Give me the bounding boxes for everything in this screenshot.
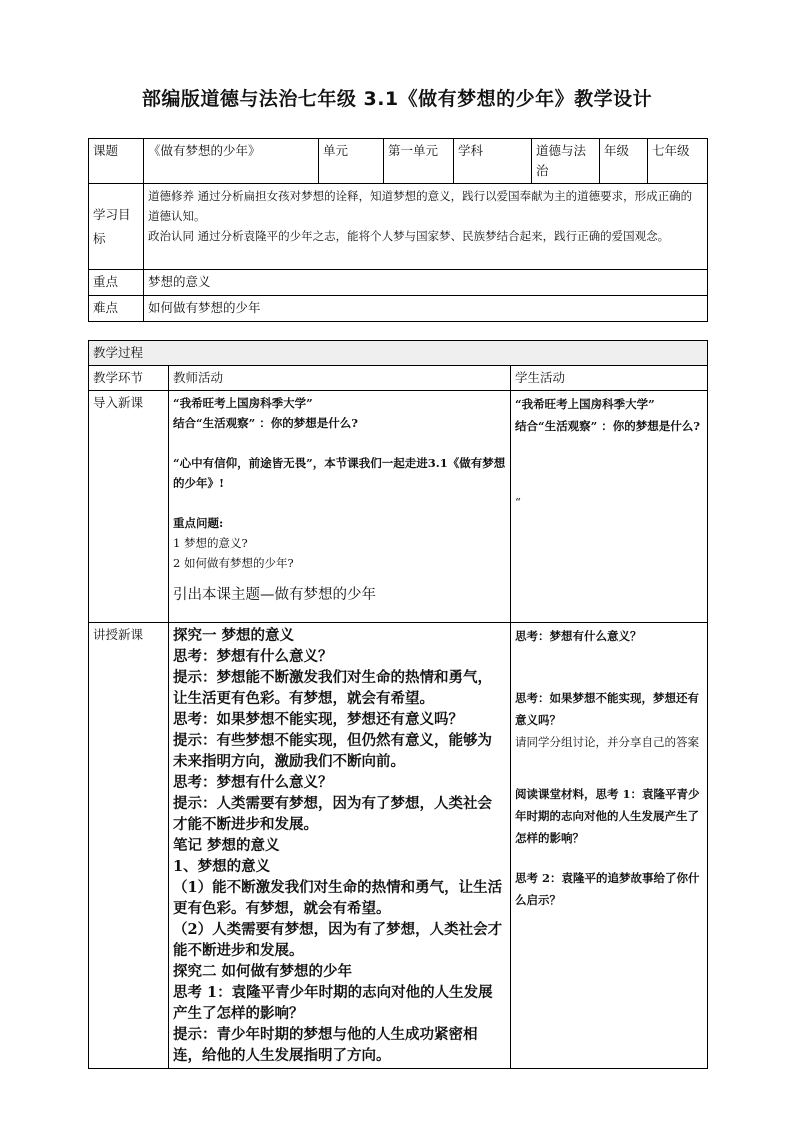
- key-label: 重点: [89, 270, 144, 296]
- goal-line-morality: 道德修养 通过分析扁担女孩对梦想的诠释，知道梦想的意义，践行以爱国奉献为主的道德要求，形成正确的道德认知。: [148, 189, 693, 223]
- intro-teacher-line: 1 梦想的意义?: [173, 536, 248, 550]
- subject-label: 学科: [454, 139, 532, 184]
- lecture-teacher-line: 提示：有些梦想不能实现，但仍然有意义，能够为未来指明方向，激励我们不断向前。: [173, 732, 492, 770]
- col-student-header: 学生活动: [511, 366, 708, 391]
- intro-stage: 导入新课: [89, 391, 169, 623]
- intro-student-line: “: [515, 495, 521, 509]
- lecture-teacher-line: 思考：如果梦想不能实现，梦想还有意义吗？: [173, 711, 463, 728]
- lecture-student-line: 思考：如果梦想不能实现，梦想还有意义吗？: [515, 691, 699, 727]
- key-value: 梦想的意义: [144, 270, 708, 296]
- document-title: 部编版道德与法治七年级 3.1《做有梦想的少年》教学设计: [141, 88, 653, 110]
- intro-teacher-line: 引出本课主题—做有梦想的少年: [173, 587, 376, 603]
- lecture-teacher-line: 提示：青少年时期的梦想与他的人生成功紧密相连，给他的人生发展指明了方向。: [173, 1026, 478, 1064]
- intro-teacher-activity: [169, 391, 511, 623]
- intro-teacher-line: “心中有信仰，前途皆无畏”，本节课我们一起走进3.1《做有梦想的少年》!: [173, 456, 506, 490]
- lecture-teacher-line: 思考：梦想有什么意义？: [173, 648, 333, 665]
- lecture-teacher-line: 笔记 梦想的意义: [173, 837, 280, 854]
- process-header: 教学过程: [89, 341, 708, 366]
- intro-teacher-line: “我希旺考上国房科季大学”: [173, 396, 313, 410]
- lecture-teacher-line: 1、梦想的意义: [173, 858, 271, 875]
- lecture-teacher-line: 思考 1：袁隆平青少年时期的志向对他的人生发展产生了怎样的影响？: [173, 984, 493, 1022]
- lecture-student-line: 请同学分组讨论，并分享自己的答案: [515, 735, 699, 749]
- lecture-teacher-line: 思考：梦想有什么意义？: [173, 774, 333, 791]
- grade-value: 七年级: [648, 139, 708, 184]
- lecture-teacher-line: 探究一 梦想的意义: [173, 627, 295, 644]
- course-value: 《做有梦想的少年》: [144, 139, 319, 184]
- intro-student-activity: [511, 391, 708, 623]
- lecture-student-activity: [511, 623, 708, 1069]
- lecture-teacher-activity: [169, 623, 511, 1069]
- intro-teacher-line: 重点问题:: [173, 516, 224, 530]
- lecture-teacher-line: （1）能不断激发我们对生命的热情和勇气，让生活更有色彩。有梦想，就会有希望。: [173, 879, 503, 917]
- lecture-teacher-line: 提示：梦想能不断激发我们对生命的热情和勇气，让生活更有色彩。有梦想，就会有希望。: [173, 669, 492, 707]
- lesson-info-table: [88, 138, 708, 322]
- col-stage-header: 教学环节: [89, 366, 169, 391]
- goal-label: 学习目标: [89, 184, 144, 270]
- lecture-teacher-line: 探究二 如何做有梦想的少年: [173, 963, 353, 980]
- intro-teacher-line: 2 如何做有梦想的少年?: [173, 556, 294, 570]
- intro-teacher-line: 结合“生活观察” ：你的梦想是什么?: [173, 416, 358, 430]
- goal-content: [144, 184, 708, 270]
- unit-value: 第一单元: [384, 139, 454, 184]
- difficulty-value: 如何做有梦想的少年: [144, 296, 708, 322]
- lecture-teacher-line: （2）人类需要有梦想，因为有了梦想，人类社会才能不断进步和发展。: [173, 921, 503, 959]
- grade-label: 年级: [600, 139, 648, 184]
- lecture-teacher-line: 提示：人类需要有梦想，因为有了梦想，人类社会才能不断进步和发展。: [173, 795, 492, 833]
- lecture-student-line: 阅读课堂材料，思考 1：袁隆平青少年时期的志向对他的人生发展产生了怎样的影响？: [515, 787, 700, 845]
- lecture-student-line: 思考 2：袁隆平的追梦故事给了你什么启示？: [515, 871, 700, 907]
- unit-label: 单元: [319, 139, 384, 184]
- difficulty-label: 难点: [89, 296, 144, 322]
- goal-line-politics: 政治认同 通过分析袁隆平的少年之志，能将个人梦与国家梦、民族梦结合起来，践行正确的爱国观念。: [148, 229, 670, 243]
- intro-student-line: “我希旺考上国房科季大学”: [515, 397, 655, 411]
- teaching-process-table: [88, 340, 708, 1069]
- intro-student-line: 结合“生活观察” ：你的梦想是什么?: [515, 419, 700, 433]
- course-label: 课题: [89, 139, 144, 184]
- col-teacher-header: 教师活动: [169, 366, 511, 391]
- subject-value: 道德与法治: [532, 139, 600, 184]
- lecture-student-line: 思考：梦想有什么意义？: [515, 629, 642, 643]
- lecture-stage: 讲授新课: [89, 623, 169, 1069]
